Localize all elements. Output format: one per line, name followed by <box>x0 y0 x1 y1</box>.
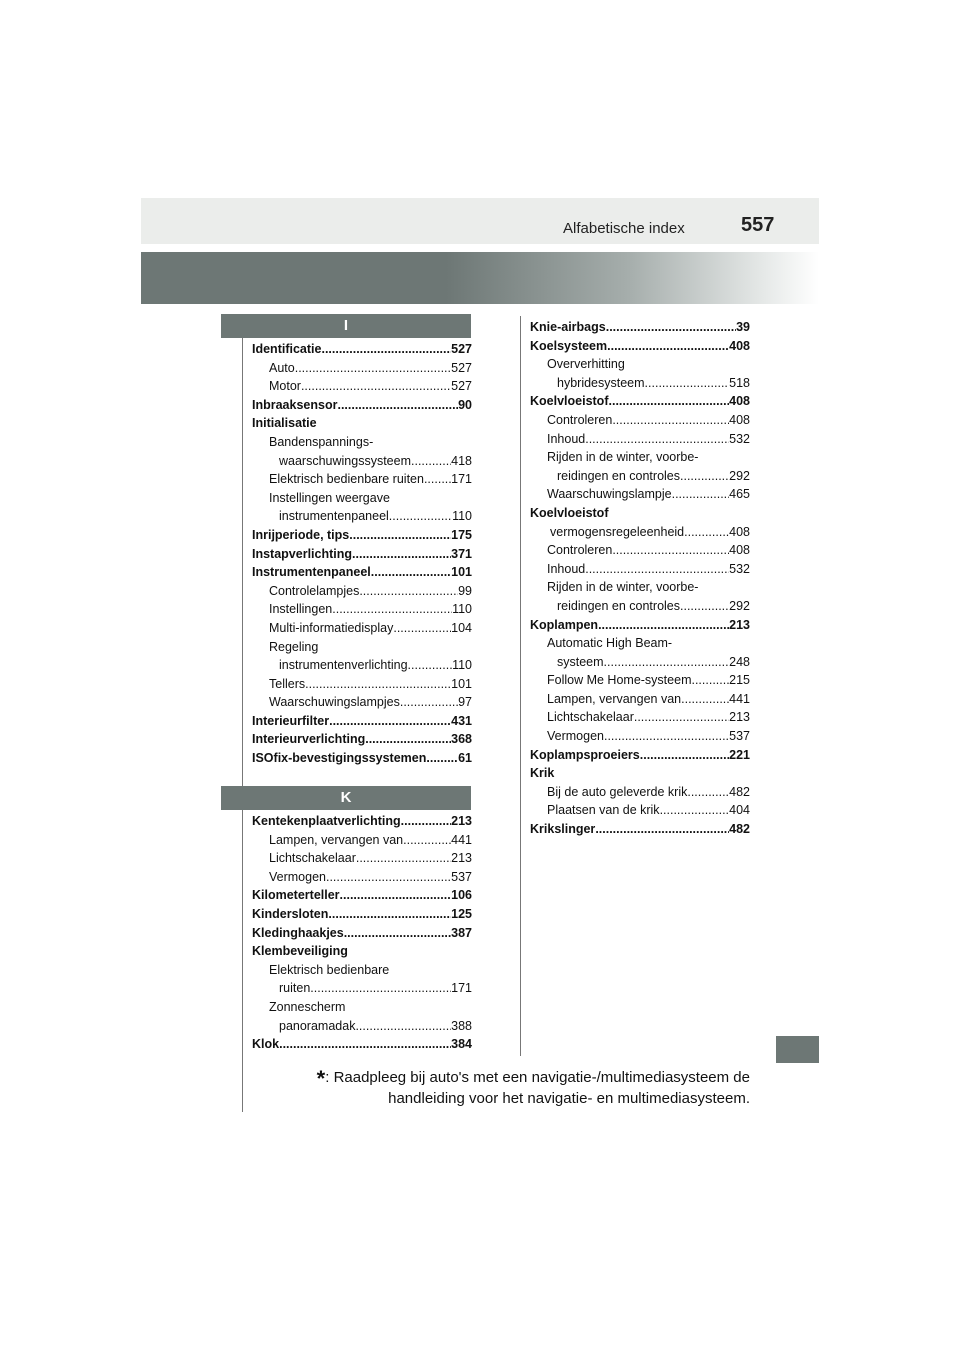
index-subentry <box>530 801 750 820</box>
index-subentry <box>530 523 750 542</box>
entry-page-number: 527 <box>451 379 472 394</box>
entry-label: Elektrisch bedienbare <box>269 962 390 977</box>
entry-page-number: 408 <box>729 543 750 558</box>
entry-label: Koplampen <box>530 617 599 632</box>
leader-dots <box>305 675 451 694</box>
page-number: 557 <box>741 214 775 236</box>
entry-label: Plaatsen van de krik <box>547 803 660 818</box>
index-subentry <box>252 582 472 601</box>
index-entry <box>530 318 750 337</box>
entry-label: Koplampsproeiers <box>530 747 640 762</box>
entry-label: Klembeveiliging <box>252 944 348 959</box>
entry-page-number: 171 <box>451 472 472 487</box>
leader-dots <box>321 340 451 359</box>
leader-dots <box>349 526 451 545</box>
entry-label: vermogensregeleenheid <box>550 524 685 539</box>
leader-dots <box>681 690 729 709</box>
index-subentry <box>530 690 750 709</box>
entry-label: Vermogen <box>547 729 604 744</box>
entry-page-number: 371 <box>451 546 472 561</box>
index-subentry <box>252 452 472 471</box>
entry-label: Tellers <box>269 676 306 691</box>
index-subentry <box>530 467 750 486</box>
entry-label: Interieurfilter <box>252 713 330 728</box>
leader-dots <box>310 979 451 998</box>
entry-page-number: 90 <box>458 397 472 412</box>
entry-page-number: 39 <box>736 320 750 334</box>
entry-page-number: 110 <box>452 509 472 524</box>
leader-dots <box>328 905 451 924</box>
entry-label: Controleren <box>547 412 613 427</box>
leader-dots <box>279 1035 451 1054</box>
entry-page-number: 532 <box>729 431 750 446</box>
entry-page-number: 527 <box>451 360 472 375</box>
index-subentry <box>252 675 472 694</box>
entry-label: Krik <box>530 766 555 781</box>
index-subentry <box>252 979 472 998</box>
index-entry <box>252 924 472 943</box>
entry-label: Kledinghaakjes <box>252 925 344 940</box>
leader-dots <box>680 467 729 486</box>
entry-page-number: 101 <box>451 676 472 691</box>
entry-page-number: 482 <box>729 822 750 837</box>
chapter-tab-marker <box>776 1036 819 1063</box>
entry-label: Controlelampjes <box>269 583 360 598</box>
leader-dots <box>645 374 730 393</box>
entry-label: panoramadak <box>279 1018 356 1033</box>
index-subentry <box>252 470 472 489</box>
leader-dots <box>344 924 451 943</box>
entry-label: Motor <box>269 379 301 394</box>
entry-label: Inbraaksensor <box>252 397 338 412</box>
entry-page-number: 441 <box>451 832 472 847</box>
leader-dots <box>691 671 729 690</box>
leader-dots <box>426 749 458 768</box>
entry-label: reidingen en controles <box>557 598 680 613</box>
entry-page-number: 537 <box>729 729 750 744</box>
footnote <box>300 1068 750 1109</box>
left-column-rule <box>242 336 243 1112</box>
entry-page-number: 213 <box>729 710 750 725</box>
entry-label: instrumentenverlichting <box>279 658 408 673</box>
entry-label: Bij de auto geleverde krik <box>547 784 688 799</box>
entry-label: Oververhitting <box>547 357 625 372</box>
entry-page-number: 482 <box>729 784 750 799</box>
entry-page-number: 404 <box>729 803 750 818</box>
entry-label: Identificatie <box>252 342 322 356</box>
index-entry <box>530 820 750 839</box>
leader-dots <box>332 600 452 619</box>
entry-label: Kentekenplaatverlichting <box>252 814 401 828</box>
entry-page-number: 248 <box>729 654 750 669</box>
index-column-k <box>252 812 472 1054</box>
index-subentry <box>530 708 750 727</box>
chapter-title: Alfabetische index <box>563 220 685 237</box>
entry-label: Controleren <box>547 543 613 558</box>
index-subentry <box>252 998 472 1017</box>
entry-page-number: 518 <box>729 375 750 390</box>
entry-page-number: 527 <box>451 342 472 356</box>
leader-dots <box>585 560 729 579</box>
entry-page-number: 431 <box>451 713 472 728</box>
header-band <box>141 198 819 244</box>
entry-label: ruiten <box>279 981 311 996</box>
entry-page-number: 110 <box>452 602 472 617</box>
entry-page-number: 388 <box>451 1018 472 1033</box>
leader-dots <box>598 616 729 635</box>
index-subentry <box>530 597 750 616</box>
entry-page-number: 97 <box>458 695 472 710</box>
index-subentry <box>530 634 750 653</box>
entry-label: Krikslinger <box>530 822 596 837</box>
entry-label: Initialisatie <box>252 416 317 431</box>
leader-dots <box>365 730 451 749</box>
leader-dots <box>301 377 451 396</box>
entry-label: Koelvloeistof <box>530 394 609 409</box>
entry-label: Regeling <box>269 639 319 654</box>
entry-label: systeem <box>557 654 604 669</box>
entry-page-number: 532 <box>729 561 750 576</box>
index-column-right <box>530 318 750 839</box>
entry-page-number: 465 <box>729 487 750 502</box>
entry-page-number: 106 <box>451 888 472 903</box>
index-entry <box>252 1035 472 1054</box>
entry-page-number: 384 <box>451 1037 472 1052</box>
entry-page-number: 368 <box>451 732 472 747</box>
entry-label: Waarschuwingslampje <box>547 487 672 502</box>
entry-page-number: 61 <box>458 751 472 766</box>
entry-page-number: 441 <box>729 691 750 706</box>
entry-label: Lichtschakelaar <box>269 851 356 866</box>
entry-label: Koelvloeistof <box>530 505 609 520</box>
leader-dots <box>393 619 451 638</box>
index-subentry <box>530 448 750 467</box>
index-subentry <box>530 671 750 690</box>
index-entry <box>252 340 472 359</box>
leader-dots <box>672 485 730 504</box>
leader-dots <box>340 886 452 905</box>
index-subentry <box>530 541 750 560</box>
entry-label: Klok <box>252 1037 280 1052</box>
entry-label: hybridesysteem <box>557 375 645 390</box>
entry-page-number: 213 <box>451 814 472 828</box>
entry-label: Waarschuwingslampjes <box>269 695 400 710</box>
index-subentry <box>252 489 472 508</box>
entry-label: Kilometerteller <box>252 888 340 903</box>
index-entry <box>252 396 472 415</box>
entry-page-number: 408 <box>729 338 750 353</box>
leader-dots <box>424 470 451 489</box>
index-subentry <box>530 727 750 746</box>
entry-label: Inhoud <box>547 431 586 446</box>
entry-page-number: 99 <box>458 583 472 598</box>
index-subentry <box>530 578 750 597</box>
index-subentry <box>252 868 472 887</box>
entry-label: Inhoud <box>547 561 586 576</box>
index-entry <box>252 526 472 545</box>
leader-dots <box>606 318 736 337</box>
entry-label: ISOfix-bevestigingssystemen <box>252 751 427 766</box>
entry-label: Zonnescherm <box>269 999 346 1014</box>
entry-label: Lampen, vervangen van <box>547 691 682 706</box>
leader-dots <box>687 783 729 802</box>
leader-dots <box>607 337 729 356</box>
entry-page-number: 408 <box>729 524 750 539</box>
leader-dots <box>411 452 451 471</box>
index-entry <box>530 764 750 783</box>
index-subentry <box>252 656 472 675</box>
index-subentry <box>530 560 750 579</box>
entry-page-number: 537 <box>451 869 472 884</box>
entry-label: Lampen, vervangen van <box>269 832 404 847</box>
entry-page-number: 387 <box>451 925 472 940</box>
index-subentry <box>252 433 472 452</box>
leader-dots <box>680 597 729 616</box>
index-entry <box>530 337 750 356</box>
index-entry <box>252 812 472 831</box>
decorative-gradient-bar <box>141 252 819 304</box>
leader-dots <box>389 507 452 526</box>
leader-dots <box>337 396 458 415</box>
entry-label: Elektrisch bedienbare ruiten <box>269 472 424 487</box>
index-entry <box>530 746 750 765</box>
leader-dots <box>660 801 730 820</box>
index-subentry <box>530 653 750 672</box>
entry-label: Interieurverlichting <box>252 732 366 747</box>
leader-dots <box>604 727 729 746</box>
footnote-line-2: handleiding voor het navigatie- en multimediasysteem. <box>388 1090 750 1107</box>
index-subentry <box>252 507 472 526</box>
entry-label: Inrijperiode, tips <box>252 527 350 542</box>
entry-page-number: 215 <box>729 673 750 688</box>
index-entry <box>252 886 472 905</box>
entry-label: Lichtschakelaar <box>547 710 634 725</box>
leader-dots <box>295 359 451 378</box>
leader-dots <box>684 523 729 542</box>
entry-page-number: 101 <box>451 565 472 580</box>
entry-page-number: 175 <box>451 527 472 542</box>
leader-dots <box>612 541 729 560</box>
entry-label: Instapverlichting <box>252 546 353 561</box>
entry-page-number: 292 <box>729 598 750 613</box>
entry-label: Koelsysteem <box>530 338 608 353</box>
index-subentry <box>252 600 472 619</box>
index-subentry <box>252 693 472 712</box>
leader-dots <box>326 868 451 887</box>
footnote-star: * <box>316 1066 326 1091</box>
leader-dots <box>356 849 451 868</box>
entry-label: instrumentenpaneel <box>279 509 389 524</box>
index-subentry <box>530 374 750 393</box>
index-subentry <box>252 359 472 378</box>
index-entry <box>252 905 472 924</box>
index-entry <box>252 563 472 582</box>
index-subentry <box>252 961 472 980</box>
entry-label: reidingen en controles <box>557 468 680 483</box>
middle-column-rule <box>520 316 521 1056</box>
entry-label: Vermogen <box>269 869 326 884</box>
leader-dots <box>359 582 458 601</box>
leader-dots <box>371 563 451 582</box>
entry-label: waarschuwingssysteem <box>279 453 411 468</box>
entry-label: Knie-airbags <box>530 320 606 334</box>
entry-page-number: 110 <box>452 658 472 673</box>
index-subentry <box>530 411 750 430</box>
index-subentry <box>252 849 472 868</box>
entry-label: Kindersloten <box>252 906 329 921</box>
index-entry <box>530 616 750 635</box>
leader-dots <box>640 746 729 765</box>
index-entry <box>252 414 472 433</box>
entry-page-number: 292 <box>729 468 750 483</box>
section-header-k: K <box>221 786 471 810</box>
entry-page-number: 221 <box>729 747 750 762</box>
index-column-i <box>252 340 472 768</box>
entry-page-number: 125 <box>451 906 472 921</box>
entry-page-number: 104 <box>451 620 472 635</box>
index-subentry <box>252 377 472 396</box>
entry-label: Auto <box>269 360 295 375</box>
section-header-i: I <box>221 314 471 338</box>
leader-dots <box>400 693 458 712</box>
index-entry <box>252 545 472 564</box>
index-subentry <box>530 430 750 449</box>
leader-dots <box>609 392 730 411</box>
entry-label: Automatic High Beam- <box>547 636 673 651</box>
footnote-line-1: : Raadpleeg bij auto's met een navigatie-/multimediasysteem de <box>325 1069 750 1086</box>
index-subentry <box>252 638 472 657</box>
index-subentry <box>252 1017 472 1036</box>
index-subentry <box>252 831 472 850</box>
entry-page-number: 171 <box>451 981 472 996</box>
index-entry <box>252 749 472 768</box>
entry-page-number: 213 <box>451 851 472 866</box>
entry-label: Bandenspannings- <box>269 434 374 449</box>
leader-dots <box>401 812 451 831</box>
leader-dots <box>595 820 729 839</box>
leader-dots <box>408 656 453 675</box>
leader-dots <box>634 708 729 727</box>
index-subentry <box>530 783 750 802</box>
entry-label: Instellingen <box>269 602 333 617</box>
entry-page-number: 418 <box>451 453 472 468</box>
index-entry <box>252 942 472 961</box>
leader-dots <box>612 411 729 430</box>
entry-page-number: 408 <box>729 412 750 427</box>
leader-dots <box>329 712 451 731</box>
index-entry <box>252 730 472 749</box>
index-entry <box>530 392 750 411</box>
index-entry <box>530 504 750 523</box>
leader-dots <box>604 653 730 672</box>
index-subentry <box>530 355 750 374</box>
index-subentry <box>530 485 750 504</box>
index-subentry <box>252 619 472 638</box>
leader-dots <box>403 831 451 850</box>
entry-page-number: 213 <box>729 617 750 632</box>
entry-label: Instellingen weergave <box>269 490 390 505</box>
index-entry <box>252 712 472 731</box>
leader-dots <box>352 545 451 564</box>
entry-label: Multi-informatiedisplay <box>269 620 394 635</box>
entry-page-number: 408 <box>729 394 750 409</box>
entry-label: Rijden in de winter, voorbe- <box>547 580 699 595</box>
leader-dots <box>355 1017 451 1036</box>
entry-label: Rijden in de winter, voorbe- <box>547 450 699 465</box>
entry-label: Instrumentenpaneel <box>252 565 371 580</box>
entry-label: Follow Me Home-systeem <box>547 673 692 688</box>
leader-dots <box>585 430 729 449</box>
